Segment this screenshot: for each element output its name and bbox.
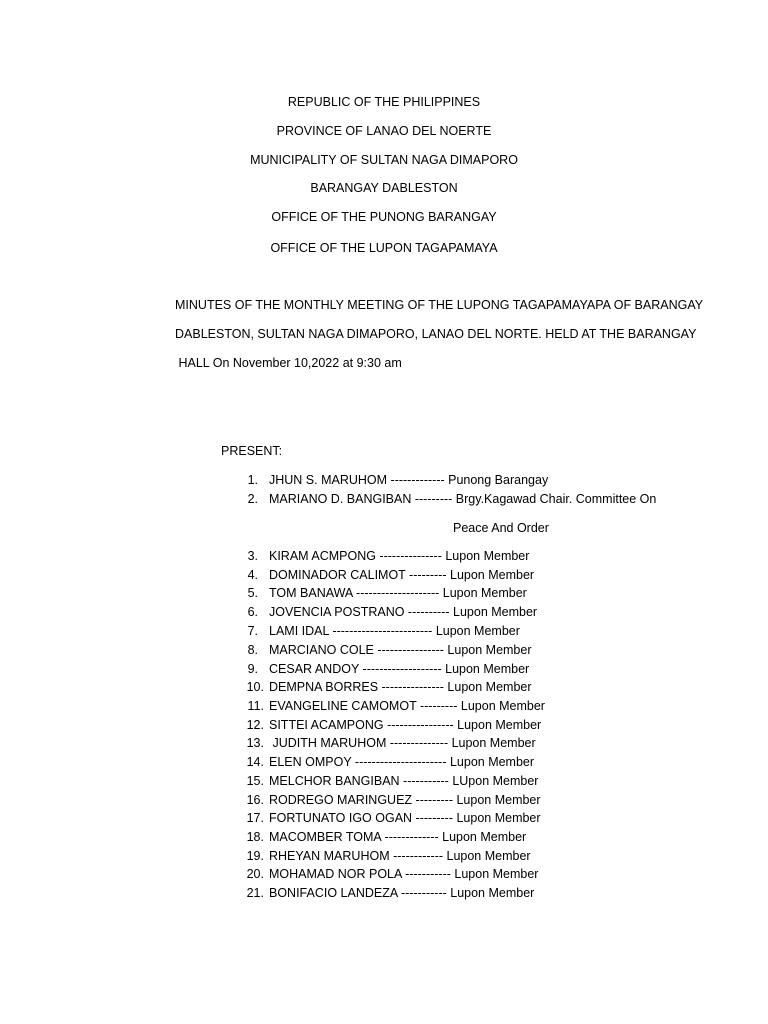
- header-office-lupon: OFFICE OF THE LUPON TAGAPAMAYA: [270, 241, 498, 255]
- list-item-continuation: Peace And Order: [453, 521, 549, 535]
- header-republic: REPUBLIC OF THE PHILIPPINES: [287, 95, 481, 109]
- minutes-line-3: HALL On November 10,2022 at 9:30 am: [175, 356, 402, 370]
- header-office-punong: OFFICE OF THE PUNONG BARANGAY: [271, 210, 497, 224]
- minutes-line-2: DABLESTON, SULTAN NAGA DIMAPORO, LANAO DEL NORTE. HELD AT THE BARANGAY: [175, 327, 697, 341]
- document-page: REPUBLIC OF THE PHILIPPINES PROVINCE OF LANAO DEL NOERTE MUNICIPALITY OF SULTAN NAGA DIMAPORO BARANGAY DABLESTON OFFICE OF THE PUNONG BARANGAY OFFICE OF THE LUPON TAGAPAMAYA MINUTES OF THE MONTHLY MEETING OF THE LUPONG TAGAPAMAYAPA OF BARANGAY DABLESTON, SULTAN NAGA DIMAPORO, LANAO DEL NORTE. HELD AT THE BARANGAY HALL On November 10,2022 at 9:30 am PRESENT: 1. JHUN S. MARUHOM ------------- Punong Barangay 2. MARIANO D. BANGIBAN --------- Brgy.Kagawad Chair. Committee On Peace And Order 3. KIRAM ACMPONG --------------- Lupon Member 4. DOMINADOR CALIMOT --------- Lupon Member 5. TOM BANAWA -------------------- Lupon Member 6. JOVENCIA POSTRANO ---------- Lupon Member 7. LAMI IDAL ------------------------ Lupon Member 8. MARCIANO COLE ---------------- Lupon Member 9. CESAR ANDOY ------------------- Lupon Member 10. DEMPNA BORRES --------------- Lupon Member 11. EVANGELINE CAMOMOT --------- Lupon Member 12. SITTEI ACAMPONG ---------------- Lupon Member 13. JUDITH MARUHOM -------------- Lupon Member 14. ELEN OMPOY ---------------------- Lupon Member 15. MELCHOR BANGIBAN ----------- LUpon Member 16. RODREGO MARINGUEZ --------- Lupon Member 17. FORTUNATO IGO OGAN --------- Lupon Member 18. MACOMBER TOMA ------------- Lupon Member 19. RHEYAN MARUHOM ------------ Lupon Member 20. MOHAMAD NOR POLA ----------- Lupon Member 21. BONIFACIO LANDEZA ----------- Lupon Member: [0, 0, 768, 1024]
- header-barangay: BARANGAY DABLESTON: [310, 181, 458, 195]
- minutes-line-1: MINUTES OF THE MONTHLY MEETING OF THE LUPONG TAGAPAMAYAPA OF BARANGAY: [175, 298, 704, 312]
- header-province: PROVINCE OF LANAO DEL NOERTE: [276, 124, 492, 138]
- present-label: PRESENT:: [221, 444, 283, 458]
- header-municipality: MUNICIPALITY OF SULTAN NAGA DIMAPORO: [250, 153, 518, 167]
